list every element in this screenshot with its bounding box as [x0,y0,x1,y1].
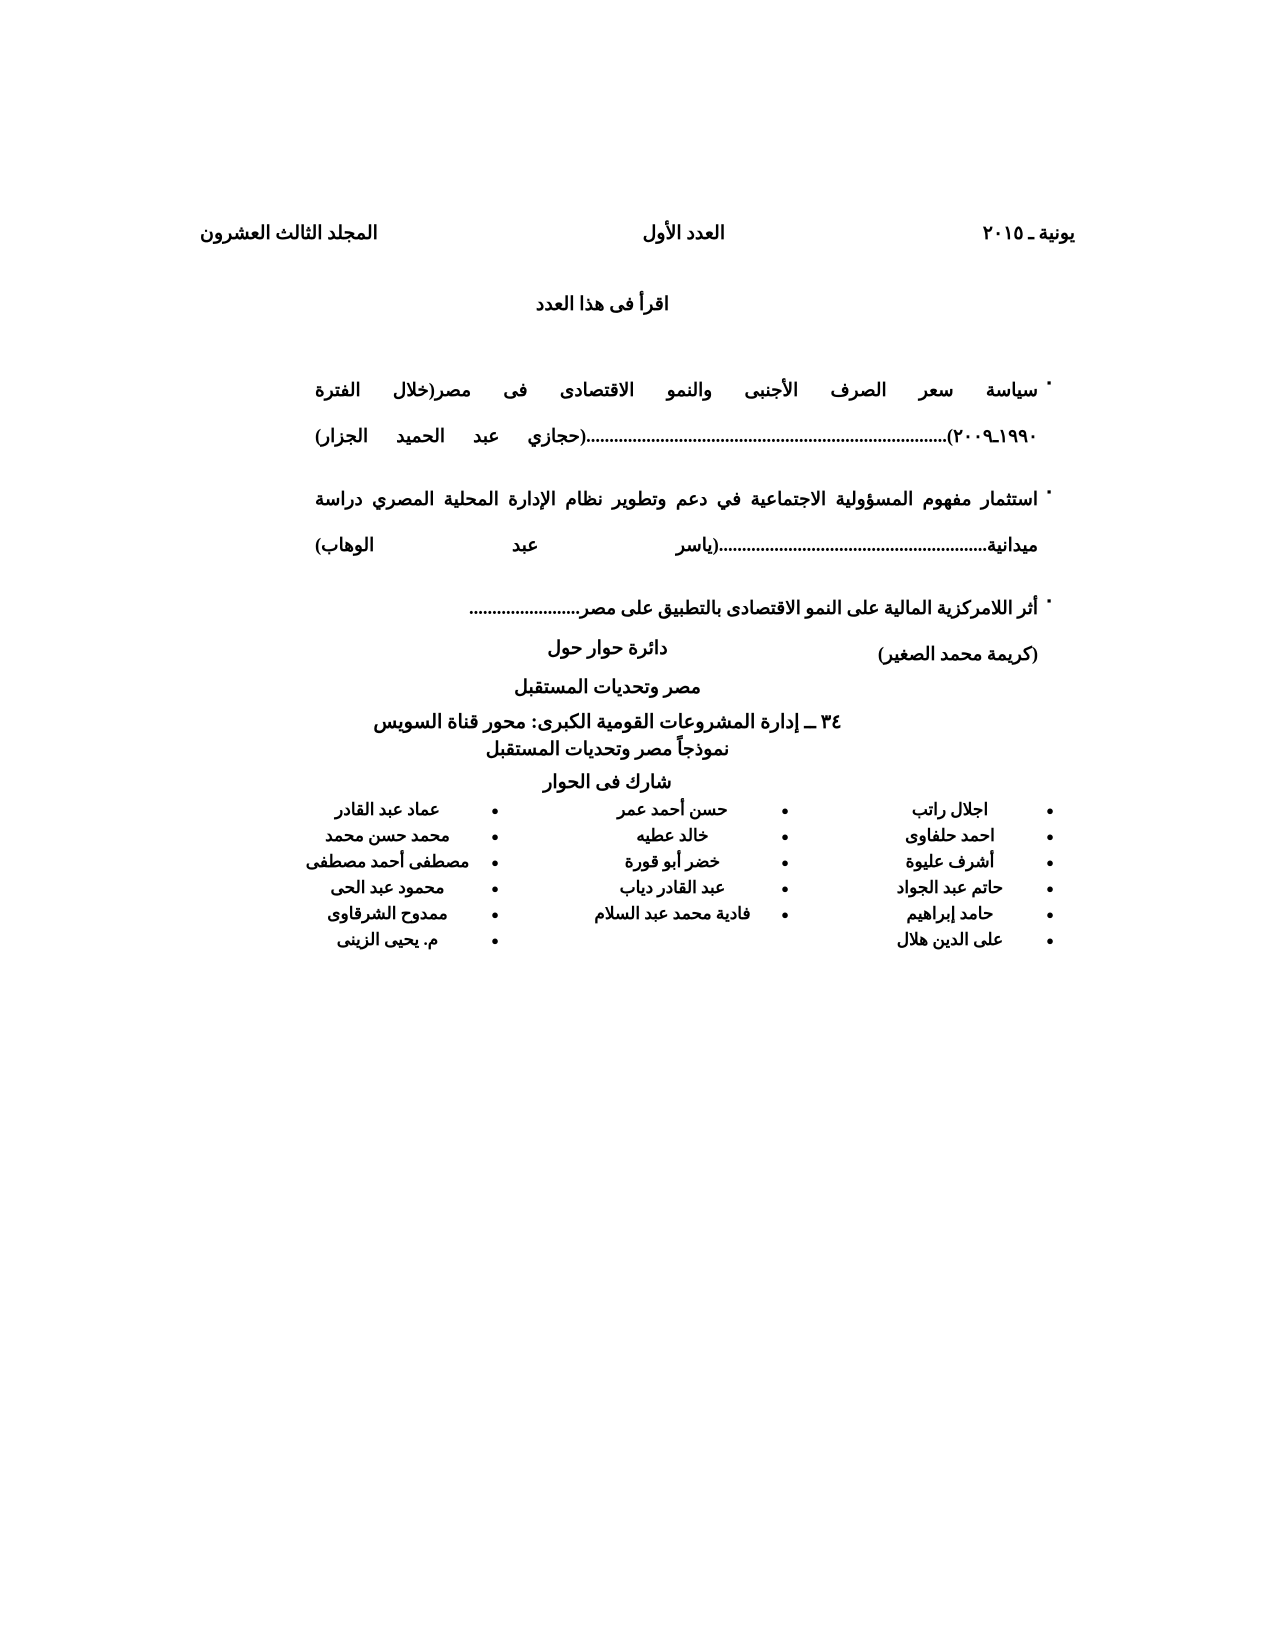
section-title: اقرأ فى هذا العدد [535,294,670,315]
round-bullet-icon: ● [1046,829,1054,844]
header-date: يونية ـ ٢٠١٥ [982,223,1075,244]
list-item [570,849,795,875]
participant-name: خضر أبو قورة [624,852,721,871]
round-bullet-icon: ● [781,803,789,818]
list-item [315,477,1060,569]
round-bullet-icon: ● [1046,803,1054,818]
participants-column-right [860,797,1060,953]
round-bullet-icon: ● [491,803,499,818]
square-bullet-icon: ▪ [1046,375,1052,390]
participant-name: مصطفى أحمد مصطفى [305,852,470,871]
list-item [860,875,1060,901]
dialogue-section [0,635,1275,796]
leader-dots: .......................................................... [718,536,987,556]
round-bullet-icon: ● [491,855,499,870]
square-bullet-icon: ▪ [1046,593,1052,608]
participant-name: ممدوح الشرقاوى [327,904,448,923]
article-author: (حجازي عبد الحميد الجزار) [315,427,587,447]
list-item [290,927,505,953]
list-item [860,901,1060,927]
dialogue-line-5: شارك فى الحوار [543,772,672,793]
participant-name: عبد القادر دياب [619,878,726,897]
participant-name: محمود عبد الحى [330,878,445,897]
list-item [570,823,795,849]
participants-list [290,797,1060,953]
dialogue-line-1: دائرة حوار حول [547,638,668,659]
round-bullet-icon: ● [1046,907,1054,922]
participants-column-left [290,797,505,953]
participant-name: حاتم عبد الجواد [896,878,1004,897]
article-author: (كريمة محمد الصغير) [877,645,1038,665]
header-issue: العدد الأول [642,223,726,244]
list-item [315,368,1060,460]
article-entry [315,368,1038,460]
participant-name: أشرف عليوة [905,852,995,871]
round-bullet-icon: ● [491,933,499,948]
dialogue-line-4: نموذجاً مصر وتحديات المستقبل [485,739,730,760]
round-bullet-icon: ● [1046,881,1054,896]
article-title: استثمار مفهوم المسؤولية الاجتماعية في دعم وتطوير نظام الإدارة المحلية المصري دراسة ميدانية [315,490,1038,556]
round-bullet-icon: ● [1046,933,1054,948]
leader-dots: ........................ [469,599,581,619]
list-item [290,875,505,901]
round-bullet-icon: ● [1046,855,1054,870]
round-bullet-icon: ● [781,829,789,844]
leader-dots: .............................................................................. [586,427,947,447]
article-title: سياسة سعر الصرف الأجنبى والنمو الاقتصادى فى مصر(خلال الفترة ١٩٩٠ـ٢٠٠٩) [315,381,1038,447]
list-item [860,823,1060,849]
participant-name: اجلال راتب [911,800,989,819]
list-item [290,901,505,927]
participant-name: م. يحيى الزينى [336,930,439,949]
round-bullet-icon: ● [491,829,499,844]
participant-name: حسن أحمد عمر [617,800,728,819]
round-bullet-icon: ● [781,855,789,870]
participant-name: حامد إبراهيم [906,904,994,923]
participant-name: خالد عطيه [636,826,709,845]
participant-name: محمد حسن محمد [325,826,450,845]
list-item [290,797,505,823]
participant-name: فادية محمد عبد السلام [594,904,751,923]
list-item [860,849,1060,875]
list-item [290,823,505,849]
participant-name: عماد عبد القادر [335,800,440,819]
list-item [860,927,1060,953]
list-item [860,797,1060,823]
dialogue-line-2: مصر وتحديات المستقبل [514,677,701,698]
list-item [570,797,795,823]
article-title: أثر اللامركزية المالية على النمو الاقتصادى بالتطبيق على مصر [580,599,1038,619]
list-item [290,849,505,875]
square-bullet-icon: ▪ [1046,484,1052,499]
round-bullet-icon: ● [491,881,499,896]
round-bullet-icon: ● [781,881,789,896]
round-bullet-icon: ● [491,907,499,922]
dialogue-line-3: ٣٤ ــ إدارة المشروعات القومية الكبرى: محور قناة السويس [373,712,842,733]
list-item [570,901,795,927]
list-item [570,875,795,901]
participant-name: على الدين هلال [896,930,1004,949]
page-header [200,222,1075,245]
article-author: (ياسر عبد الوهاب) [315,536,719,556]
header-volume: المجلد الثالث العشرون [200,223,378,244]
participants-column-middle [570,797,795,927]
article-entry [315,477,1038,569]
round-bullet-icon: ● [781,907,789,922]
participant-name: احمد حلفاوى [905,826,995,845]
